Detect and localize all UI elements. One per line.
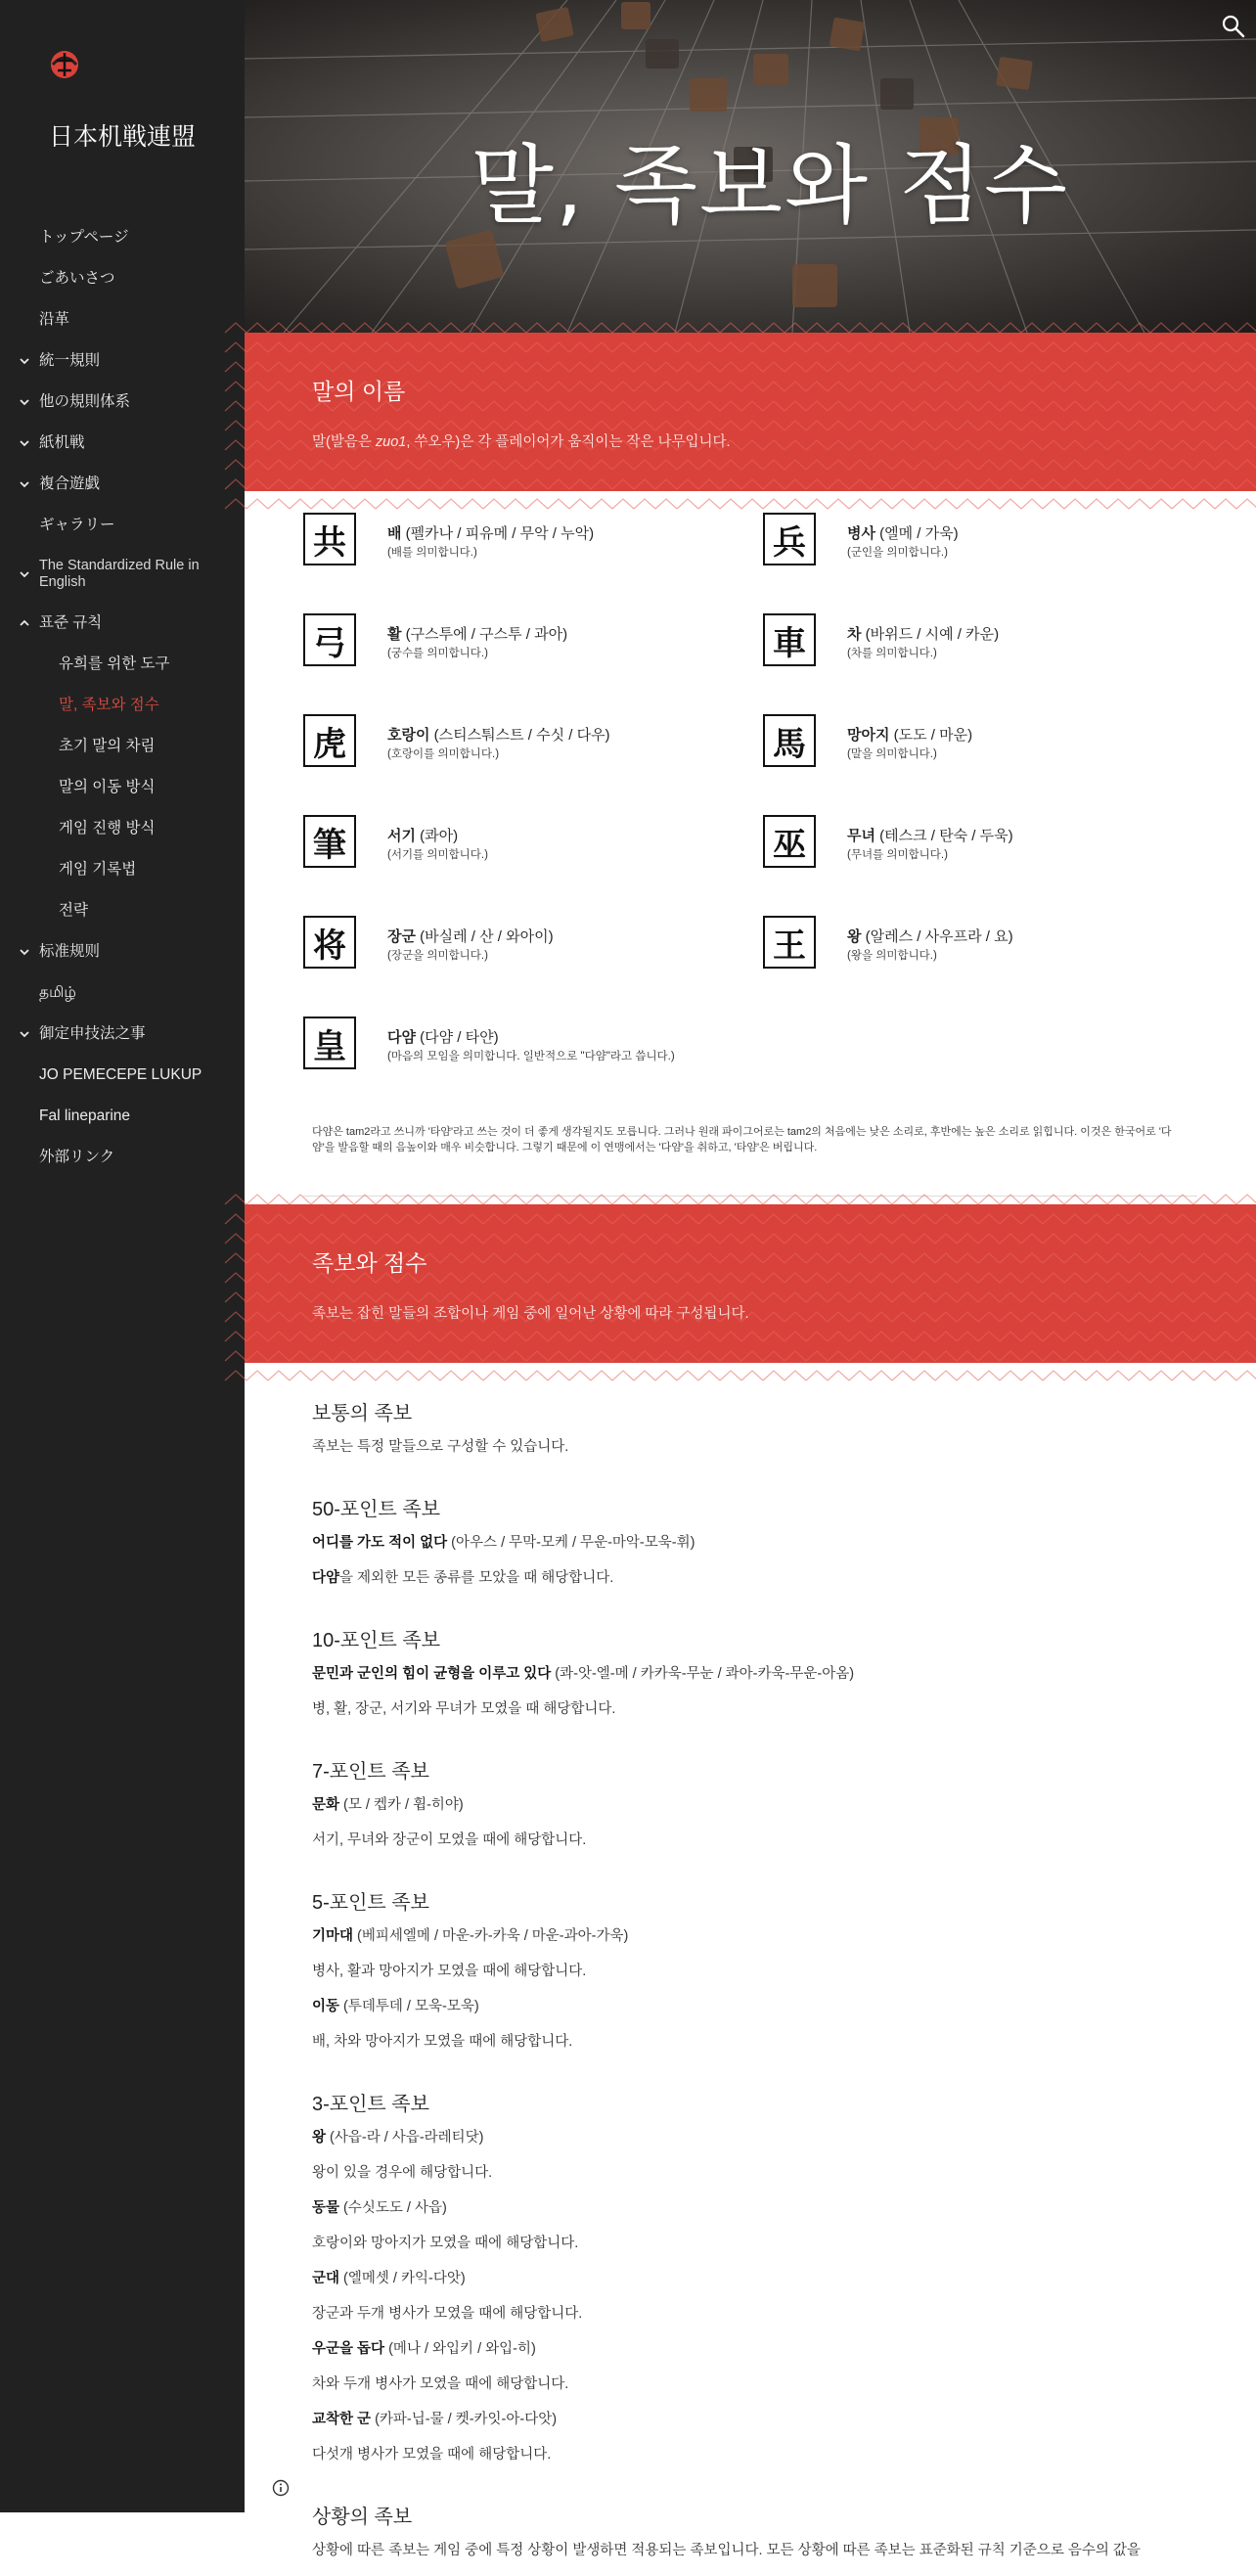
hand-category-title: 보통의 족보 xyxy=(312,1403,413,1424)
piece-entry xyxy=(303,815,743,883)
sidebar-item-label: 말, 족보와 점수 xyxy=(59,697,159,714)
hand-line: 이동 (투데투데 / 모욱-모욱) xyxy=(312,1999,479,2014)
sidebar-item[interactable] xyxy=(0,644,245,685)
hand-line: 우군을 돕다 (메나 / 와입키 / 와입-히) xyxy=(312,2341,536,2357)
hand-category-title: 7-포인트 족보 xyxy=(312,1761,429,1783)
hand-line: 다섯개 병사가 모였을 때에 해당합니다. xyxy=(312,2447,552,2463)
hand-category-title: 10-포인트 족보 xyxy=(312,1630,441,1651)
chevron-up-icon[interactable] xyxy=(18,616,31,630)
hand-category-title: 3-포인트 족보 xyxy=(312,2094,429,2115)
hand-line: 왕 (사읍-라 / 사읍-라레티닷) xyxy=(312,2130,484,2146)
chevron-down-icon[interactable] xyxy=(18,945,31,959)
piece-name: 병사 (엘메 / 가욱) xyxy=(847,525,959,542)
piece-description: (배를 의미합니다.) xyxy=(387,547,477,559)
piece-name: 장군 (바실레 / 산 / 와아이) xyxy=(387,928,554,945)
sidebar-item-label: 게임 기록법 xyxy=(59,861,137,879)
sidebar-item-label: 複合遊戯 xyxy=(39,475,101,493)
piece-glyph: 車 xyxy=(763,613,816,666)
sidebar-item[interactable] xyxy=(0,685,245,726)
sidebar-item[interactable] xyxy=(0,603,245,644)
sidebar-item-label: トップページ xyxy=(39,229,129,247)
piece-entry xyxy=(763,916,1203,984)
piece-name: 배 (펠카나 / 피유메 / 무악 / 누악) xyxy=(387,525,595,542)
sidebar-item[interactable] xyxy=(0,217,245,258)
hand-line: 배, 차와 망아지가 모였을 때에 해당합니다. xyxy=(312,2034,573,2050)
piece-glyph: 筆 xyxy=(303,815,356,868)
piece-name: 무녀 (테스크 / 탄숙 / 두욱) xyxy=(847,828,1013,844)
pronunciation-note: 다얌은 tam2라고 쓰니까 '타얌'라고 쓰는 것이 더 좋게 생각될지도 모릅니다. 그러나 원래 파이그어로는 tam2의 처음에는 낮은 소리로, 후반에는 높은 소리로 읽힙니다. 이것은 한국어로 '다얌'을 발음할 때의 음높이와 매우 비슷합니다. 그렇기 때문에 이 연맹에서는 '다얌'을 취하고, '타얌'은 버립니다. xyxy=(312,1126,1172,1153)
piece-description: (말을 의미합니다.) xyxy=(847,748,937,760)
sidebar-item-label: 말의 이동 방식 xyxy=(59,779,156,796)
hand-category xyxy=(312,1624,1222,1735)
hand-line: 기마대 (베피세엘메 / 마운-카-카욱 / 마운-과아-가욱) xyxy=(312,1928,629,1944)
sidebar-item-label: 标准规则 xyxy=(39,943,101,961)
section-intro: 말(발음은 zuo1, 쑤오우)은 각 플레이어가 움직이는 작은 나무입니다. xyxy=(312,434,731,450)
chevron-down-icon[interactable] xyxy=(18,477,31,491)
sidebar-item-label: 전략 xyxy=(59,902,88,920)
piece-glyph: 巫 xyxy=(763,815,816,868)
section-title: 말의 이름 xyxy=(312,379,406,404)
hand-category-title: 상황의 족보 xyxy=(312,2507,413,2528)
sidebar-item-label: ギャラリー xyxy=(39,517,115,534)
piece-name: 다얌 (다얌 / 타얀) xyxy=(387,1029,499,1046)
sidebar-item-label: 표준 규칙 xyxy=(39,614,103,632)
sidebar-item[interactable] xyxy=(0,808,245,849)
sidebar-item-label: 沿革 xyxy=(39,311,70,329)
piece-glyph: 馬 xyxy=(763,714,816,767)
hand-line: 병, 활, 장군, 서기와 무녀가 모였을 때 해당합니다. xyxy=(312,1701,616,1717)
piece-entry xyxy=(763,714,1203,783)
piece-description: (마음의 모임을 의미합니다. 일반적으로 "다얌"라고 씁니다.) xyxy=(387,1051,675,1062)
sidebar-item[interactable] xyxy=(0,1055,245,1096)
hand-category-title: 50-포인트 족보 xyxy=(312,1499,441,1520)
piece-glyph: 共 xyxy=(303,513,356,565)
piece-entry xyxy=(763,815,1203,883)
hand-line: 군대 (엘메셋 / 카익-다앗) xyxy=(312,2271,466,2286)
chevron-down-icon[interactable] xyxy=(18,395,31,409)
sidebar-nav xyxy=(0,217,245,1178)
sidebar-item-label: 유희를 위한 도구 xyxy=(59,655,170,673)
sidebar-item-label: ごあいさつ xyxy=(39,270,115,288)
chevron-down-icon[interactable] xyxy=(18,1027,31,1041)
sidebar-item-label: 御定申技法之事 xyxy=(39,1025,146,1043)
sidebar-item[interactable] xyxy=(0,464,245,505)
hand-line: 장군과 두개 병사가 모였을 때에 해당합니다. xyxy=(312,2306,583,2322)
piece-glyph: 兵 xyxy=(763,513,816,565)
hand-category-title: 5-포인트 족보 xyxy=(312,1892,429,1914)
piece-name: 호랑이 (스티스퉈스트 / 수싯 / 다우) xyxy=(387,727,610,744)
piece-name: 서기 (콰아) xyxy=(387,828,459,844)
sidebar-item[interactable] xyxy=(0,382,245,423)
main-content xyxy=(245,0,1256,2558)
piece-entry xyxy=(763,513,1203,581)
piece-entry xyxy=(303,714,743,783)
piece-description: (왕을 의미합니다.) xyxy=(847,950,937,962)
piece-description: (서기를 의미합니다.) xyxy=(387,849,488,861)
piece-description: (호랑이를 의미합니다.) xyxy=(387,748,500,760)
hand-line: 동물 (수싯도도 / 사읍) xyxy=(312,2200,447,2216)
page-title: 말, 족보와 점수 xyxy=(471,135,1069,236)
sidebar-item[interactable] xyxy=(0,931,245,972)
piece-glyph: 弓 xyxy=(303,613,356,666)
sidebar-item[interactable] xyxy=(0,890,245,931)
hand-category xyxy=(312,1755,1222,1866)
sidebar-item-label: தமிழ் xyxy=(39,984,76,1002)
hand-line: 교착한 군 (카파-닙-물 / 켓-카잇-아-다앗) xyxy=(312,2412,558,2427)
hand-line: 왕이 있을 경우에 해당합니다. xyxy=(312,2165,493,2181)
hand-line: 상황에 따른 족보는 게임 중에 특정 상황이 발생하면 적용되는 족보입니다. 모든 상황에 따른 족보는 표준화된 규칙 기준으로 음수의 값을 xyxy=(312,2543,1141,2558)
piece-glyph: 将 xyxy=(303,916,356,969)
hand-line: 서기, 무녀와 장군이 모였을 때에 해당합니다. xyxy=(312,1832,587,1848)
sidebar-item[interactable] xyxy=(0,1096,245,1137)
info-icon[interactable] xyxy=(272,2479,290,2497)
piece-entry xyxy=(303,513,743,581)
sidebar xyxy=(0,0,245,2512)
sidebar-item[interactable] xyxy=(0,258,245,299)
hand-category xyxy=(312,2501,1222,2576)
sidebar-item[interactable] xyxy=(0,726,245,767)
sidebar-item[interactable] xyxy=(0,767,245,808)
sidebar-item-label: 초기 말의 차림 xyxy=(59,738,156,755)
sidebar-item-label: 外部リンク xyxy=(39,1149,115,1166)
section-title: 족보와 점수 xyxy=(312,1250,427,1276)
sidebar-item-label: Fal lineparine xyxy=(39,1107,131,1125)
search-icon[interactable] xyxy=(1221,14,1246,39)
sidebar-item[interactable] xyxy=(0,299,245,340)
hand-line: 문민과 군인의 힘이 균형을 이루고 있다 (콰-앗-엘-메 / 카카욱-무눈 / 콰아-카욱-무운-아옴) xyxy=(312,1666,855,1682)
piece-description: (차를 의미합니다.) xyxy=(847,648,937,659)
section-banner-hands xyxy=(245,1204,1256,1363)
sidebar-item[interactable] xyxy=(0,849,245,890)
sidebar-item[interactable] xyxy=(0,1014,245,1055)
piece-name: 망아지 (도도 / 마운) xyxy=(847,727,973,744)
sidebar-item-label: 紙机戦 xyxy=(39,434,85,452)
chevron-down-icon[interactable] xyxy=(18,354,31,368)
hand-line: 문화 (모 / 켑카 / 휩-히야) xyxy=(312,1797,464,1813)
section-banner-pieces xyxy=(245,333,1256,491)
hand-line: 호랑이와 망아지가 모였을 때에 해당합니다. xyxy=(312,2236,579,2251)
sidebar-item[interactable] xyxy=(0,423,245,464)
sidebar-item[interactable] xyxy=(0,340,245,382)
piece-name: 왕 (알레스 / 사우프라 / 요) xyxy=(847,928,1013,945)
sidebar-item[interactable] xyxy=(0,1137,245,1178)
piece-glyph: 王 xyxy=(763,916,816,969)
sidebar-item-label: 他の規則体系 xyxy=(39,393,131,411)
piece-glyph: 虎 xyxy=(303,714,356,767)
piece-entry xyxy=(303,916,743,984)
piece-description: (궁수를 의미합니다.) xyxy=(387,648,488,659)
sidebar-item[interactable] xyxy=(0,972,245,1014)
hand-line: 어디를 가도 적이 없다 (아우스 / 무막-모케 / 무운-마악-모욱-휘) xyxy=(312,1535,695,1551)
site-title[interactable]: 日本机戦連盟 xyxy=(48,122,196,151)
sidebar-item-label: JO PEMECEPE LUKUP xyxy=(39,1066,202,1084)
hand-category xyxy=(312,1886,1222,2067)
hand-category xyxy=(312,1397,1222,1472)
sidebar-item[interactable] xyxy=(0,505,245,546)
piece-description: (무녀를 의미합니다.) xyxy=(847,849,948,861)
sidebar-item[interactable] xyxy=(0,546,245,603)
sidebar-item-label: 統一規則 xyxy=(39,352,101,370)
piece-entry xyxy=(303,613,743,682)
chevron-down-icon[interactable] xyxy=(18,567,31,581)
chevron-down-icon[interactable] xyxy=(18,436,31,450)
hand-category xyxy=(312,1493,1222,1604)
chevron-pattern xyxy=(245,333,1256,491)
crest-logo-icon[interactable] xyxy=(45,47,84,82)
piece-description: (장군을 의미합니다.) xyxy=(387,950,488,962)
sidebar-item-label: The Standardized Rule in English xyxy=(39,558,200,590)
hero-banner xyxy=(245,0,1256,333)
hand-line: 병사, 활과 망아지가 모였을 때에 해당합니다. xyxy=(312,1964,587,1979)
section-intro: 족보는 잡힌 말들의 조합이나 게임 중에 일어난 상황에 따라 구성됩니다. xyxy=(312,1306,749,1322)
sidebar-item-label: 게임 진행 방식 xyxy=(59,820,156,837)
piece-glyph: 皇 xyxy=(303,1017,356,1069)
piece-description: (군인을 의미합니다.) xyxy=(847,547,948,559)
chevron-pattern xyxy=(245,1204,1256,1363)
hand-line: 족보는 특정 말들으로 구성할 수 있습니다. xyxy=(312,1439,569,1455)
hand-category xyxy=(312,2088,1222,2480)
hand-line: 다얌을 제외한 모든 종류를 모았을 때 해당합니다. xyxy=(312,1570,614,1586)
piece-name: 활 (구스투에 / 구스투 / 과아) xyxy=(387,626,568,643)
piece-name: 차 (바위드 / 시예 / 카운) xyxy=(847,626,1000,643)
hand-line: 차와 두개 병사가 모였을 때에 해당합니다. xyxy=(312,2376,569,2392)
piece-entry xyxy=(763,613,1203,682)
piece-entry xyxy=(303,1017,743,1085)
